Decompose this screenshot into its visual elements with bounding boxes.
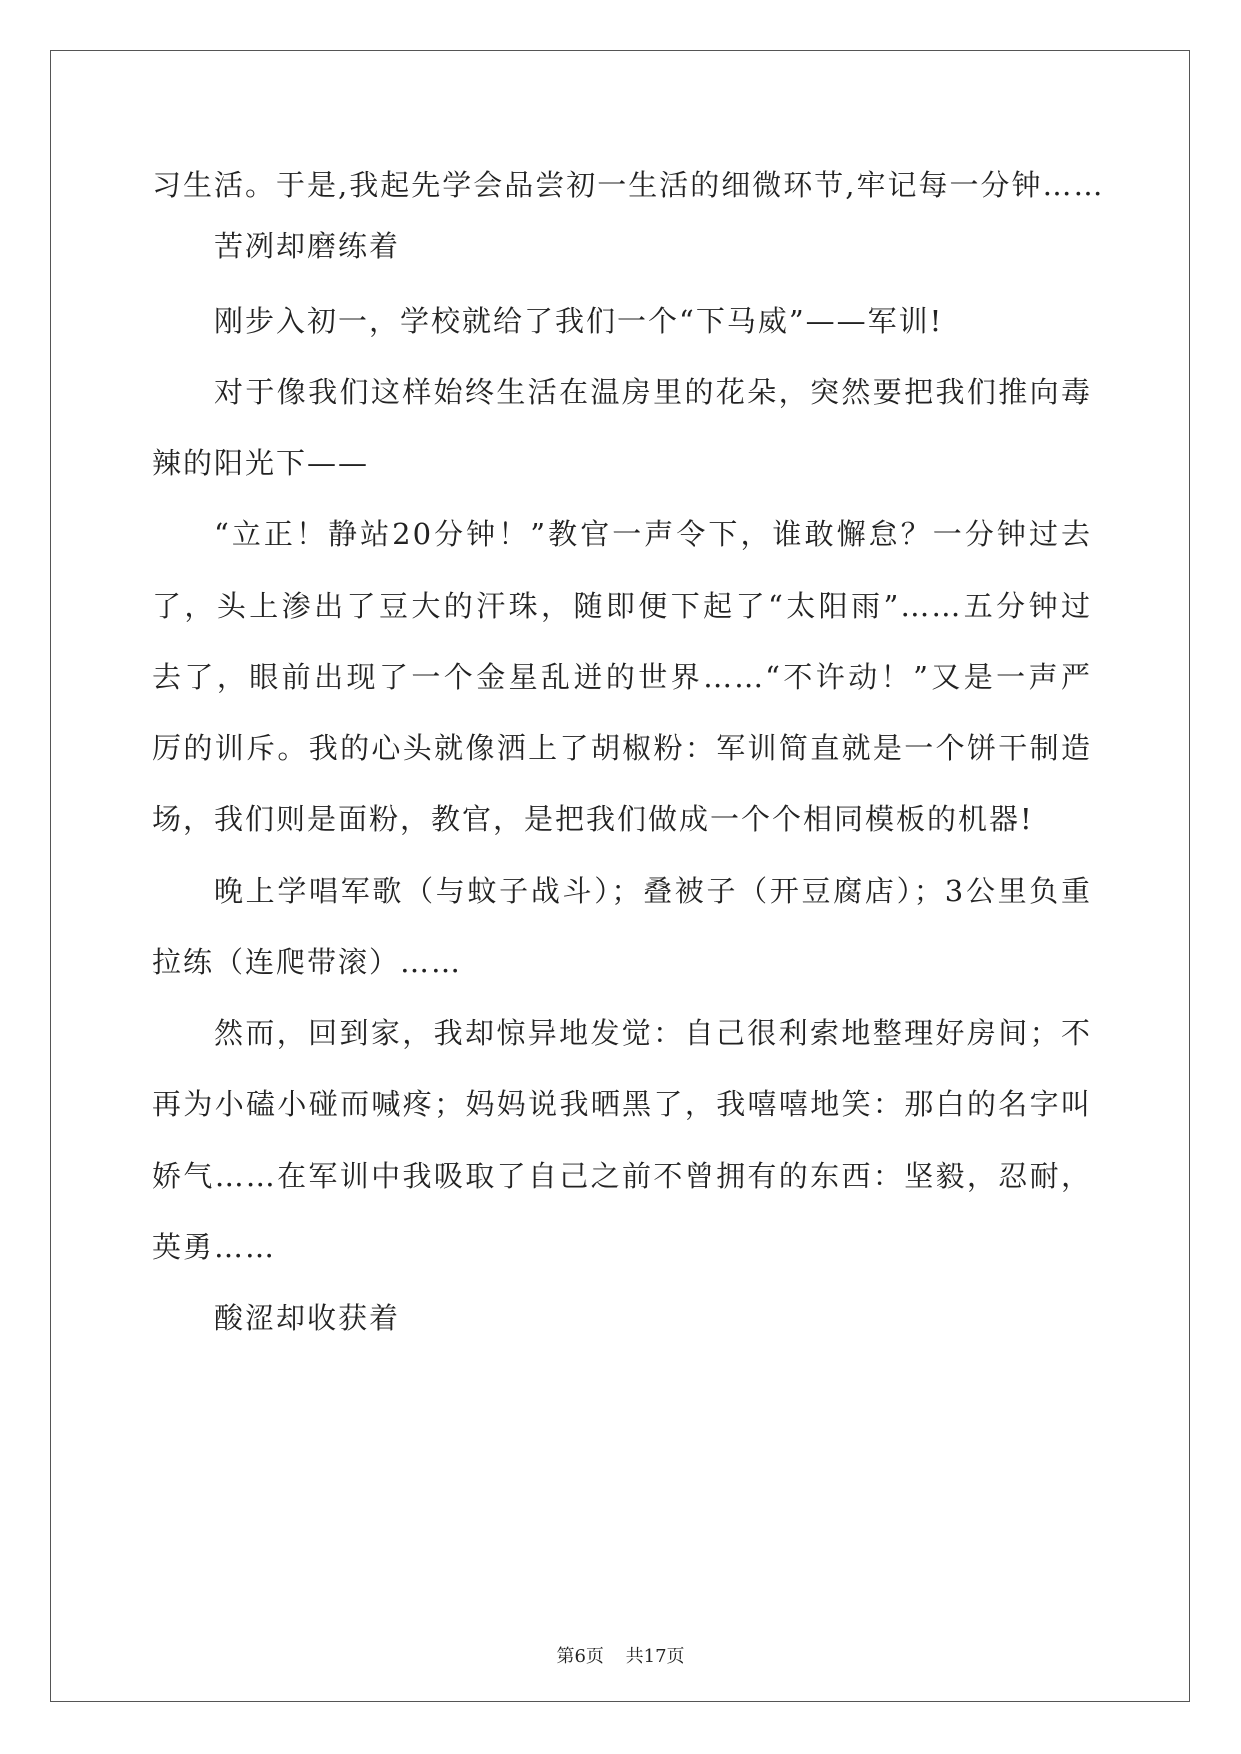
page-total: 共17页	[625, 1646, 685, 1667]
section-heading: 酸涩却收获着	[214, 1301, 401, 1335]
text-line: 习生活。于是,我起先学会品尝初一生活的细微环节,牢记每一分钟……	[152, 168, 1105, 202]
text-line: 对于像我们这样始终生活在温房里的花朵，突然要把我们推向毒	[214, 375, 1092, 409]
text-line: 然而，回到家，我却惊异地发觉：自己很利索地整理好房间；不	[214, 1016, 1092, 1050]
page-footer	[0, 1642, 1241, 1668]
text-line: 去了，眼前出现了一个金星乱迸的世界……“不许动！”又是一声严	[152, 660, 1092, 694]
text-line: 刚步入初一，学校就给了我们一个“下马威”——军训!	[214, 304, 944, 338]
text-line: 厉的训斥。我的心头就像洒上了胡椒粉：军训简直就是一个饼干制造	[152, 731, 1092, 765]
text-line: 娇气……在军训中我吸取了自己之前不曾拥有的东西：坚毅，忍耐，	[152, 1159, 1092, 1193]
text-line: “立正！静站20分钟！”教官一声令下，谁敢懈怠？一分钟过去	[214, 517, 1092, 551]
text-line: 英勇……	[152, 1230, 277, 1264]
text-line: 了，头上渗出了豆大的汗珠，随即便下起了“太阳雨”……五分钟过	[152, 589, 1092, 623]
text-line: 拉练（连爬带滚）……	[152, 945, 463, 979]
text-line: 晚上学唱军歌（与蚊子战斗）；叠被子（开豆腐店）；3公里负重	[214, 874, 1092, 908]
text-line: 场，我们则是面粉，教官，是把我们做成一个个相同模板的机器!	[152, 802, 1034, 836]
text-line: 再为小磕小碰而喊疼；妈妈说我晒黑了，我嘻嘻地笑：那白的名字叫	[152, 1087, 1092, 1121]
section-heading: 苦冽却磨练着	[214, 229, 401, 263]
page-number: 第6页	[556, 1646, 604, 1667]
text-line: 辣的阳光下——	[152, 446, 370, 480]
